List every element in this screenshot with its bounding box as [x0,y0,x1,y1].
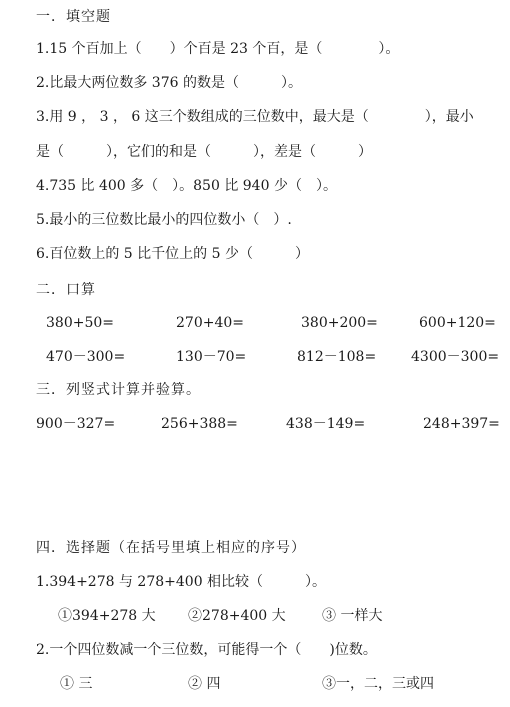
question-1-6: 6.百位数上的 5 比千位上的 5 少（ ） [36,246,309,262]
vertical-calc-item: 256+388= [161,416,238,432]
vertical-calc-item: 900－327= [36,416,116,432]
choice-option: ② 四 [188,676,221,692]
choice-option: ③ 一样大 [322,608,383,624]
mental-math-row-1 [0,313,510,333]
choice-option: ①394+278 大 [58,608,156,624]
question-1-1: 1.15 个百加上（ ）个百是 23 个百，是（ ）。 [36,41,400,57]
question-4-1: 1.394+278 与 278+400 相比较（ ）。 [36,574,327,590]
question-1-4: 4.735 比 400 多（ ）。850 比 940 少（ ）。 [36,178,337,194]
mental-math-item: 130－70= [176,349,247,365]
mental-math-item: 470－300= [46,349,126,365]
choice-option: ③一，二，三或四 [322,676,434,692]
question-1-5: 5.最小的三位数比最小的四位数小（ ）. [36,212,292,228]
section-2-title: 二．口算 [36,282,96,298]
mental-math-item: 270+40= [176,315,244,331]
question-1-3-line-1: 3.用 9 ， 3 ， 6 这三个数组成的三位数中，最大是（ ），最小 [36,109,474,125]
vertical-calc-item: 248+397= [423,416,500,432]
mental-math-item: 4300－300= [411,349,500,365]
vertical-calc-item: 438－149= [286,416,366,432]
choice-option: ②278+400 大 [188,608,286,624]
vertical-calc-row [0,414,510,434]
question-4-1-options [0,606,510,626]
question-4-2-options [0,674,510,694]
section-3-title: 三．列竖式计算并验算。 [36,382,201,398]
mental-math-item: 600+120= [419,315,496,331]
mental-math-item: 380+200= [301,315,378,331]
mental-math-item: 380+50= [46,315,114,331]
mental-math-row-2 [0,347,510,367]
question-1-3-line-2: 是（ ），它们的和是（ ），差是（ ） [36,144,372,160]
question-4-2: 2.一个四位数减一个三位数，可能得一个（ )位数。 [36,642,377,658]
mental-math-item: 812－108= [297,349,377,365]
section-4-title: 四．选择题（在括号里填上相应的序号） [36,540,306,556]
question-1-2: 2.比最大两位数多 376 的数是（ ）。 [36,75,302,91]
choice-option: ① 三 [60,676,93,692]
section-1-title: 一．填空题 [36,9,111,25]
